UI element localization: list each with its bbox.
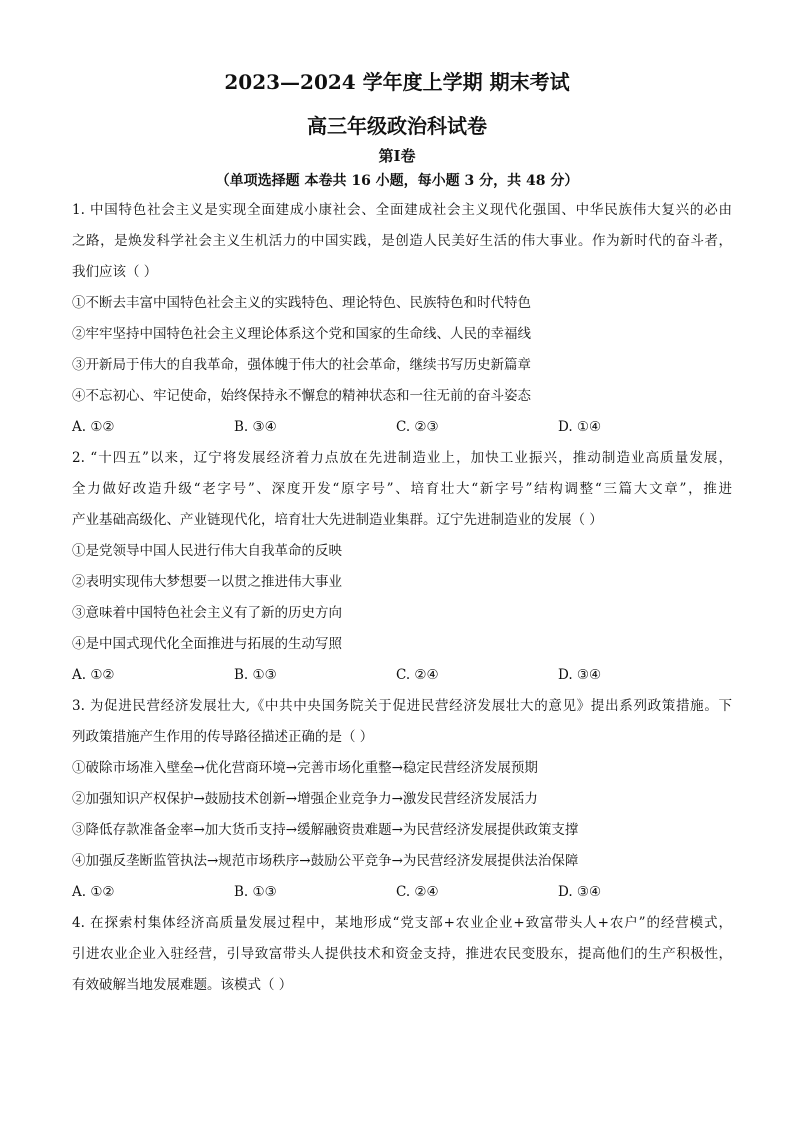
question-stem-line: 之路，是焕发科学社会主义生机活力的中国实践，是创造人民美好生活的伟大事业。作为新时代的奋斗者，: [72, 233, 732, 249]
statement-option: ④是中国式现代化全面推进与拓展的生动写照: [72, 636, 342, 652]
choice-b: B. ①③: [234, 667, 277, 683]
question-stem-line: 4. 在探索村集体经济高质量发展过程中，某地形成“党支部+农业企业+致富带头人+农户”的经营模式，: [72, 915, 732, 931]
question-3: [72, 694, 732, 911]
exam-subtitle: 高三年级政治科试卷: [307, 114, 487, 138]
statement-option: ①不断去丰富中国特色社会主义的实践特色、理论特色、民族特色和时代特色: [72, 295, 531, 311]
statement-option: ③降低存款准备金率→加大货币支持→缓解融资贵难题→为民营经济发展提供政策支撑: [72, 822, 579, 838]
choice-d: D. ③④: [558, 884, 602, 900]
part-heading: 第Ⅰ卷: [378, 147, 416, 165]
answer-choices: [72, 415, 732, 446]
question-stem-line: 列政策措施产生作用的传导路径描述正确的是（ ）: [72, 729, 374, 745]
question-4: [72, 911, 732, 1004]
question-2: [72, 446, 732, 694]
question-stem-line: 引进农业企业入驻经营，引导致富带头人提供技术和资金支持，推进农民变股东，提高他们的生产积极性，: [72, 946, 732, 962]
question-1: [72, 198, 732, 446]
choice-b: B. ③④: [234, 419, 277, 435]
exam-title: 2023—2024 学年度上学期 期末考试: [224, 70, 570, 94]
statement-option: ①破除市场准入壁垒→优化营商环境→完善市场化重整→稳定民营经济发展预期: [72, 760, 538, 776]
choice-a: A. ①②: [72, 884, 115, 900]
answer-choices: [72, 663, 732, 694]
statement-option: ①是党领导中国人民进行伟大自我革命的反映: [72, 543, 342, 559]
statement-option: ④加强反垄断监管执法→规范市场秩序→鼓励公平竞争→为民营经济发展提供法治保障: [72, 853, 579, 869]
statement-option: ③意味着中国特色社会主义有了新的历史方向: [72, 605, 342, 621]
answer-choices: [72, 880, 732, 911]
question-stem-line: 产业基础高级化、产业链现代化，培育壮大先进制造业集群。辽宁先进制造业的发展（ ）: [72, 512, 603, 528]
statement-option: ④不忘初心、牢记使命，始终保持永不懈怠的精神状态和一往无前的奋斗姿态: [72, 388, 531, 404]
question-stem-line: 我们应该（ ）: [72, 264, 158, 280]
question-stem-line: 1. 中国特色社会主义是实现全面建成小康社会、全面建成社会主义现代化强国、中华民族伟大复兴的必由: [72, 202, 732, 218]
choice-c: C. ②④: [396, 667, 439, 683]
question-stem-line: 3. 为促进民营经济发展壮大,《中共中央国务院关于促进民营经济发展壮大的意见》提出系列政策措施。下: [72, 698, 732, 714]
choice-c: C. ②③: [396, 419, 439, 435]
question-stem-line: 有效破解当地发展难题。该模式（ ）: [72, 977, 293, 993]
questions-content: [72, 198, 732, 1004]
statement-option: ②牢牢坚持中国特色社会主义理论体系这个党和国家的生命线、人民的幸福线: [72, 326, 531, 342]
section-instruction: （单项选择题 本卷共 16 小题，每小题 3 分，共 48 分）: [215, 173, 579, 189]
question-stem-line: 2. “十四五”以来，辽宁将发展经济着力点放在先进制造业上，加快工业振兴，推动制造业高质量发展，: [72, 450, 732, 466]
statement-option: ③开新局于伟大的自我革命，强体魄于伟大的社会革命，继续书写历史新篇章: [72, 357, 531, 373]
choice-d: D. ③④: [558, 667, 602, 683]
question-stem-line: 全力做好改造升级“老字号”、深度开发“原字号”、培育壮大“新字号”结构调整“三篇大文章”，推进: [72, 481, 732, 497]
choice-b: B. ①③: [234, 884, 277, 900]
choice-d: D. ①④: [558, 419, 602, 435]
choice-a: A. ①②: [72, 667, 115, 683]
statement-option: ②表明实现伟大梦想要一以贯之推进伟大事业: [72, 574, 342, 590]
statement-option: ②加强知识产权保护→鼓励技术创新→增强企业竞争力→激发民营经济发展活力: [72, 791, 538, 807]
choice-c: C. ②④: [396, 884, 439, 900]
choice-a: A. ①②: [72, 419, 115, 435]
